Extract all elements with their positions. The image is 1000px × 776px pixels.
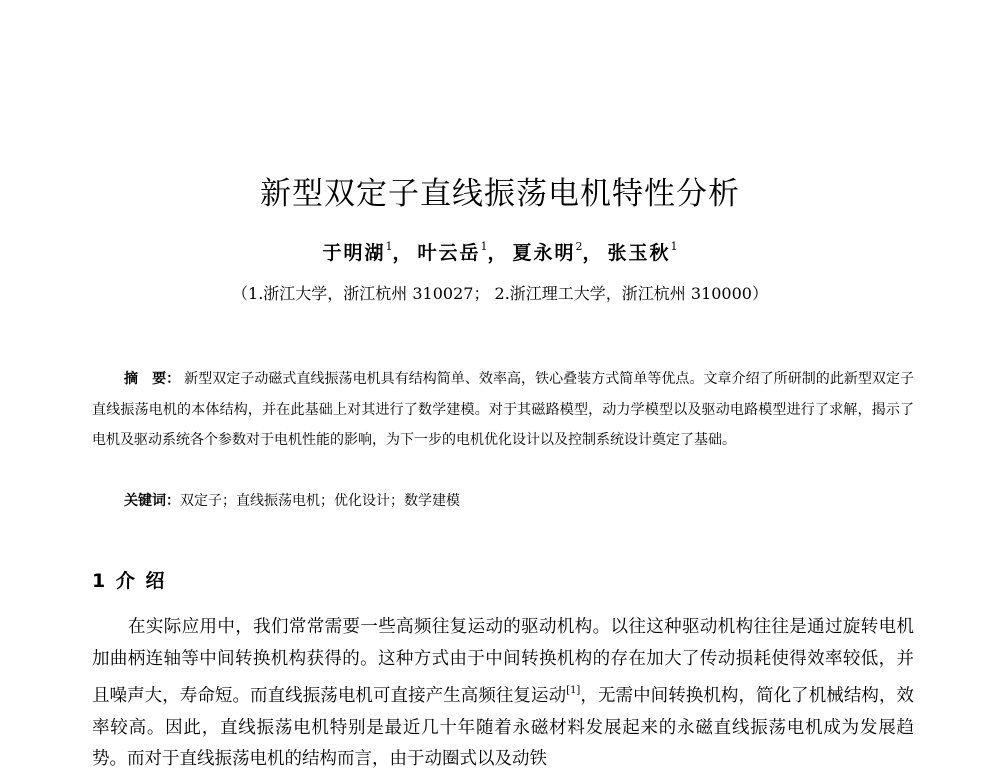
section-heading: 1 介 绍 bbox=[92, 570, 167, 592]
affiliation-marker: 1 bbox=[480, 240, 488, 253]
keywords-text: 双定子；直线振荡电机；优化设计；数学建模 bbox=[180, 493, 460, 509]
author-separator: ， bbox=[392, 242, 414, 264]
author-name: 于明湖 bbox=[322, 242, 386, 264]
keywords bbox=[124, 490, 460, 510]
body-paragraph bbox=[92, 612, 914, 776]
citation: [1] bbox=[566, 685, 581, 696]
author-separator: ， bbox=[582, 242, 604, 264]
author-name: 夏永明 bbox=[512, 242, 576, 264]
author-separator: ， bbox=[487, 242, 509, 264]
author-name: 叶云岳 bbox=[417, 242, 481, 264]
author-list bbox=[0, 238, 1000, 265]
affiliation-marker: 2 bbox=[575, 240, 583, 253]
abstract-label: 摘 要： bbox=[124, 371, 181, 387]
abstract bbox=[92, 364, 914, 456]
paper-title: 新型双定子直线振荡电机特性分析 bbox=[260, 176, 740, 212]
author-name: 张玉秋 bbox=[607, 242, 671, 264]
body-text-part: ，无需中间转换机构，简化了机械结构，效率较高。因此，直线振荡电机特别是最近几十年随着永磁材料发展起来的永磁直线振荡电机成为发展趋势。而对于直线振荡电机的结构而言，由于动圈式以及动铁 bbox=[92, 686, 915, 769]
body-text-part: 在实际应用中，我们常常需要一些高频往复运动的驱动机构。以往这种驱动机构往往是通过旋转电机加曲柄连轴等中间转换机构获得的。这种方式由于中间转换机构的存在加大了传动损耗使得效率较低，并且噪声大，寿命短。而直线振荡电机可直接产生高频往复运动 bbox=[92, 617, 914, 706]
keywords-label: 关键词： bbox=[124, 493, 180, 509]
abstract-text: 新型双定子动磁式直线振荡电机具有结构简单、效率高，铁心叠装方式简单等优点。文章介绍了所研制的此新型双定子直线振荡电机的本体结构，并在此基础上对其进行了数学建模。对于其磁路模型，动力学模型以及驱动电路模型进行了求解，揭示了电机及驱动系统各个参数对于电机性能的影响，为下一步的电机优化设计以及控制系统设计奠定了基础。 bbox=[92, 371, 915, 448]
affiliations: （1.浙江大学，浙江杭州 310027； 2.浙江理工大学，浙江杭州 310000） bbox=[232, 284, 768, 303]
affiliation-marker: 1 bbox=[385, 240, 393, 253]
affiliation-marker: 1 bbox=[670, 240, 678, 253]
